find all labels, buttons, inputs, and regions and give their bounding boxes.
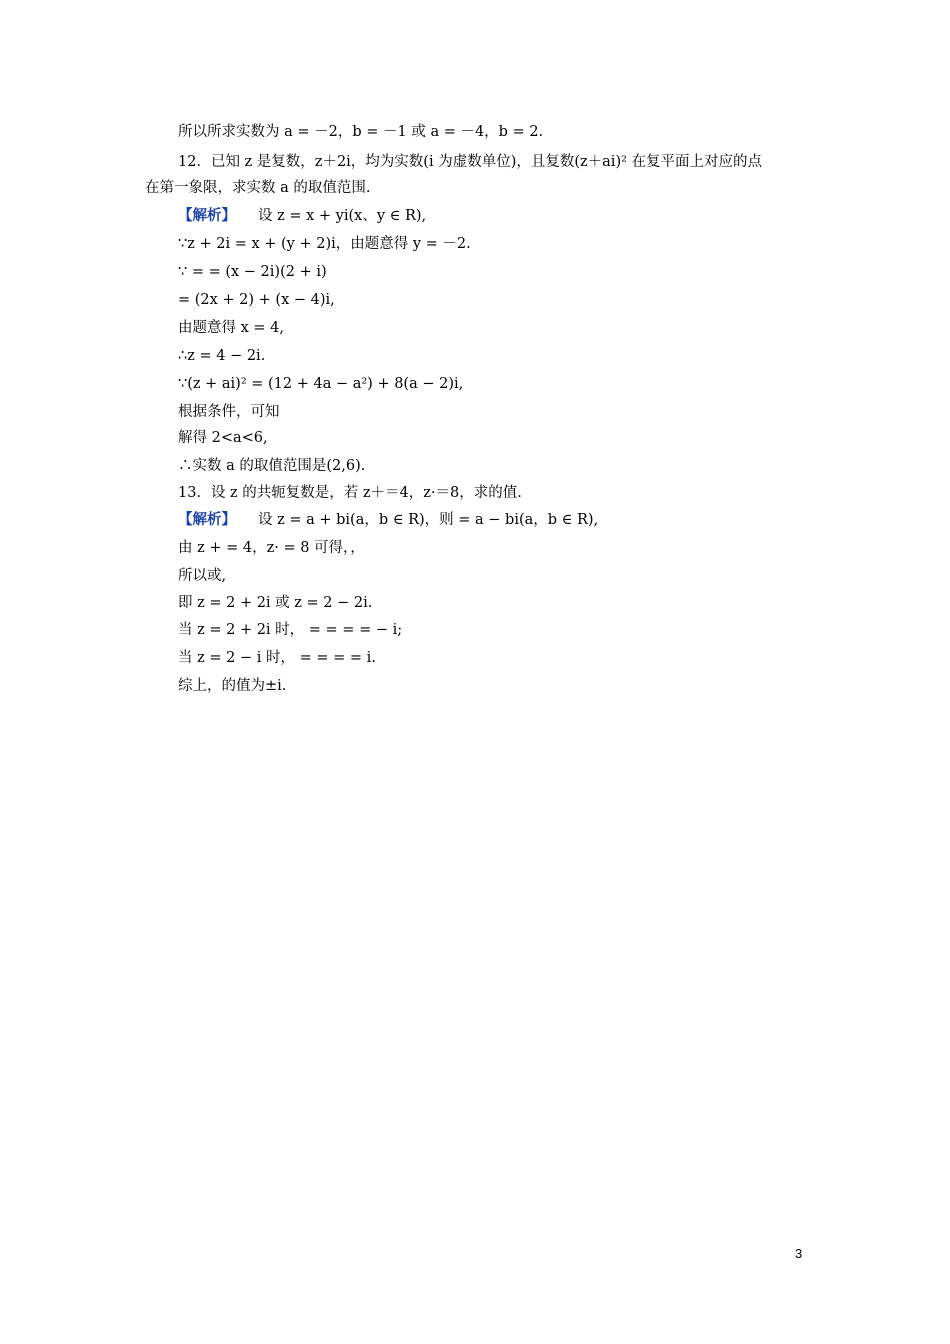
text-line	[178, 456, 365, 476]
line-text: ∴z = 4 − 2i.	[178, 348, 266, 364]
line-text: = (2x + 2) + (x − 4)i,	[178, 292, 335, 308]
page-number: 3	[795, 1246, 803, 1261]
text-line	[178, 428, 268, 448]
text-line	[178, 290, 335, 310]
line-text: 综上，的值为±i.	[178, 678, 287, 694]
text-line	[178, 676, 286, 696]
problem-13-line	[178, 483, 522, 503]
text-line	[178, 538, 365, 558]
analysis-12-line	[178, 206, 426, 226]
text-line	[178, 566, 226, 586]
line-text: 解得 2<a<6,	[178, 430, 268, 446]
analysis-tag: 【解析】	[178, 207, 236, 224]
line-text: 根据条件，可知	[178, 404, 280, 420]
text-line	[178, 262, 327, 282]
line-text: 13．设 z 的共轭复数是，若 z＋＝4，z·＝8，求的值.	[178, 485, 522, 501]
line-text: 当 z = 2 − i 时， = = = = i.	[178, 650, 376, 666]
line-text: 设 z = a + bi(a，b ∈ R)，则 = a − bi(a，b ∈ R),	[258, 512, 599, 528]
text-line	[178, 620, 402, 640]
line-text: 所以或,	[178, 568, 227, 584]
problem-12-line-2	[145, 178, 370, 198]
line-text: 由题意得 x = 4,	[178, 320, 284, 336]
text-line	[178, 318, 284, 338]
text-line	[178, 234, 471, 254]
line-text: 由 z + = 4，z· = 8 可得，，	[178, 540, 365, 556]
line-text: 即 z = 2 + 2i 或 z = 2 − 2i.	[178, 595, 373, 611]
line-text: ∴实数 a 的取值范围是(2,6).	[178, 458, 366, 474]
line-text: ∵z + 2i = x + (y + 2)i，由题意得 y = －2.	[178, 236, 471, 252]
text-line	[178, 346, 265, 366]
analysis-13-line	[178, 510, 598, 530]
text-line	[178, 648, 376, 668]
line-text: ∵ = = (x − 2i)(2 + i)	[178, 264, 327, 280]
line-text: 12．已知 z 是复数，z＋2i，均为实数(i 为虚数单位)，且复数(z＋ai)² 在复平面上对应的点	[178, 154, 763, 170]
text-line	[178, 593, 372, 613]
analysis-tag: 【解析】	[178, 511, 236, 528]
line-text: 当 z = 2 + 2i 时， = = = = − i;	[178, 622, 403, 638]
text-line	[178, 374, 463, 394]
text-line	[178, 122, 543, 142]
line-text: ∵(z + ai)² = (12 + 4a − a²) + 8(a − 2)i,	[178, 376, 464, 392]
line-text: 在第一象限，求实数 a 的取值范围.	[145, 180, 371, 196]
line-text: 所以所求实数为 a = －2，b = －1 或 a = －4，b = 2.	[178, 124, 544, 140]
text-line	[178, 402, 280, 422]
problem-12-line-1	[178, 152, 762, 172]
line-text: 设 z = x + yi(x、y ∈ R),	[258, 208, 427, 224]
